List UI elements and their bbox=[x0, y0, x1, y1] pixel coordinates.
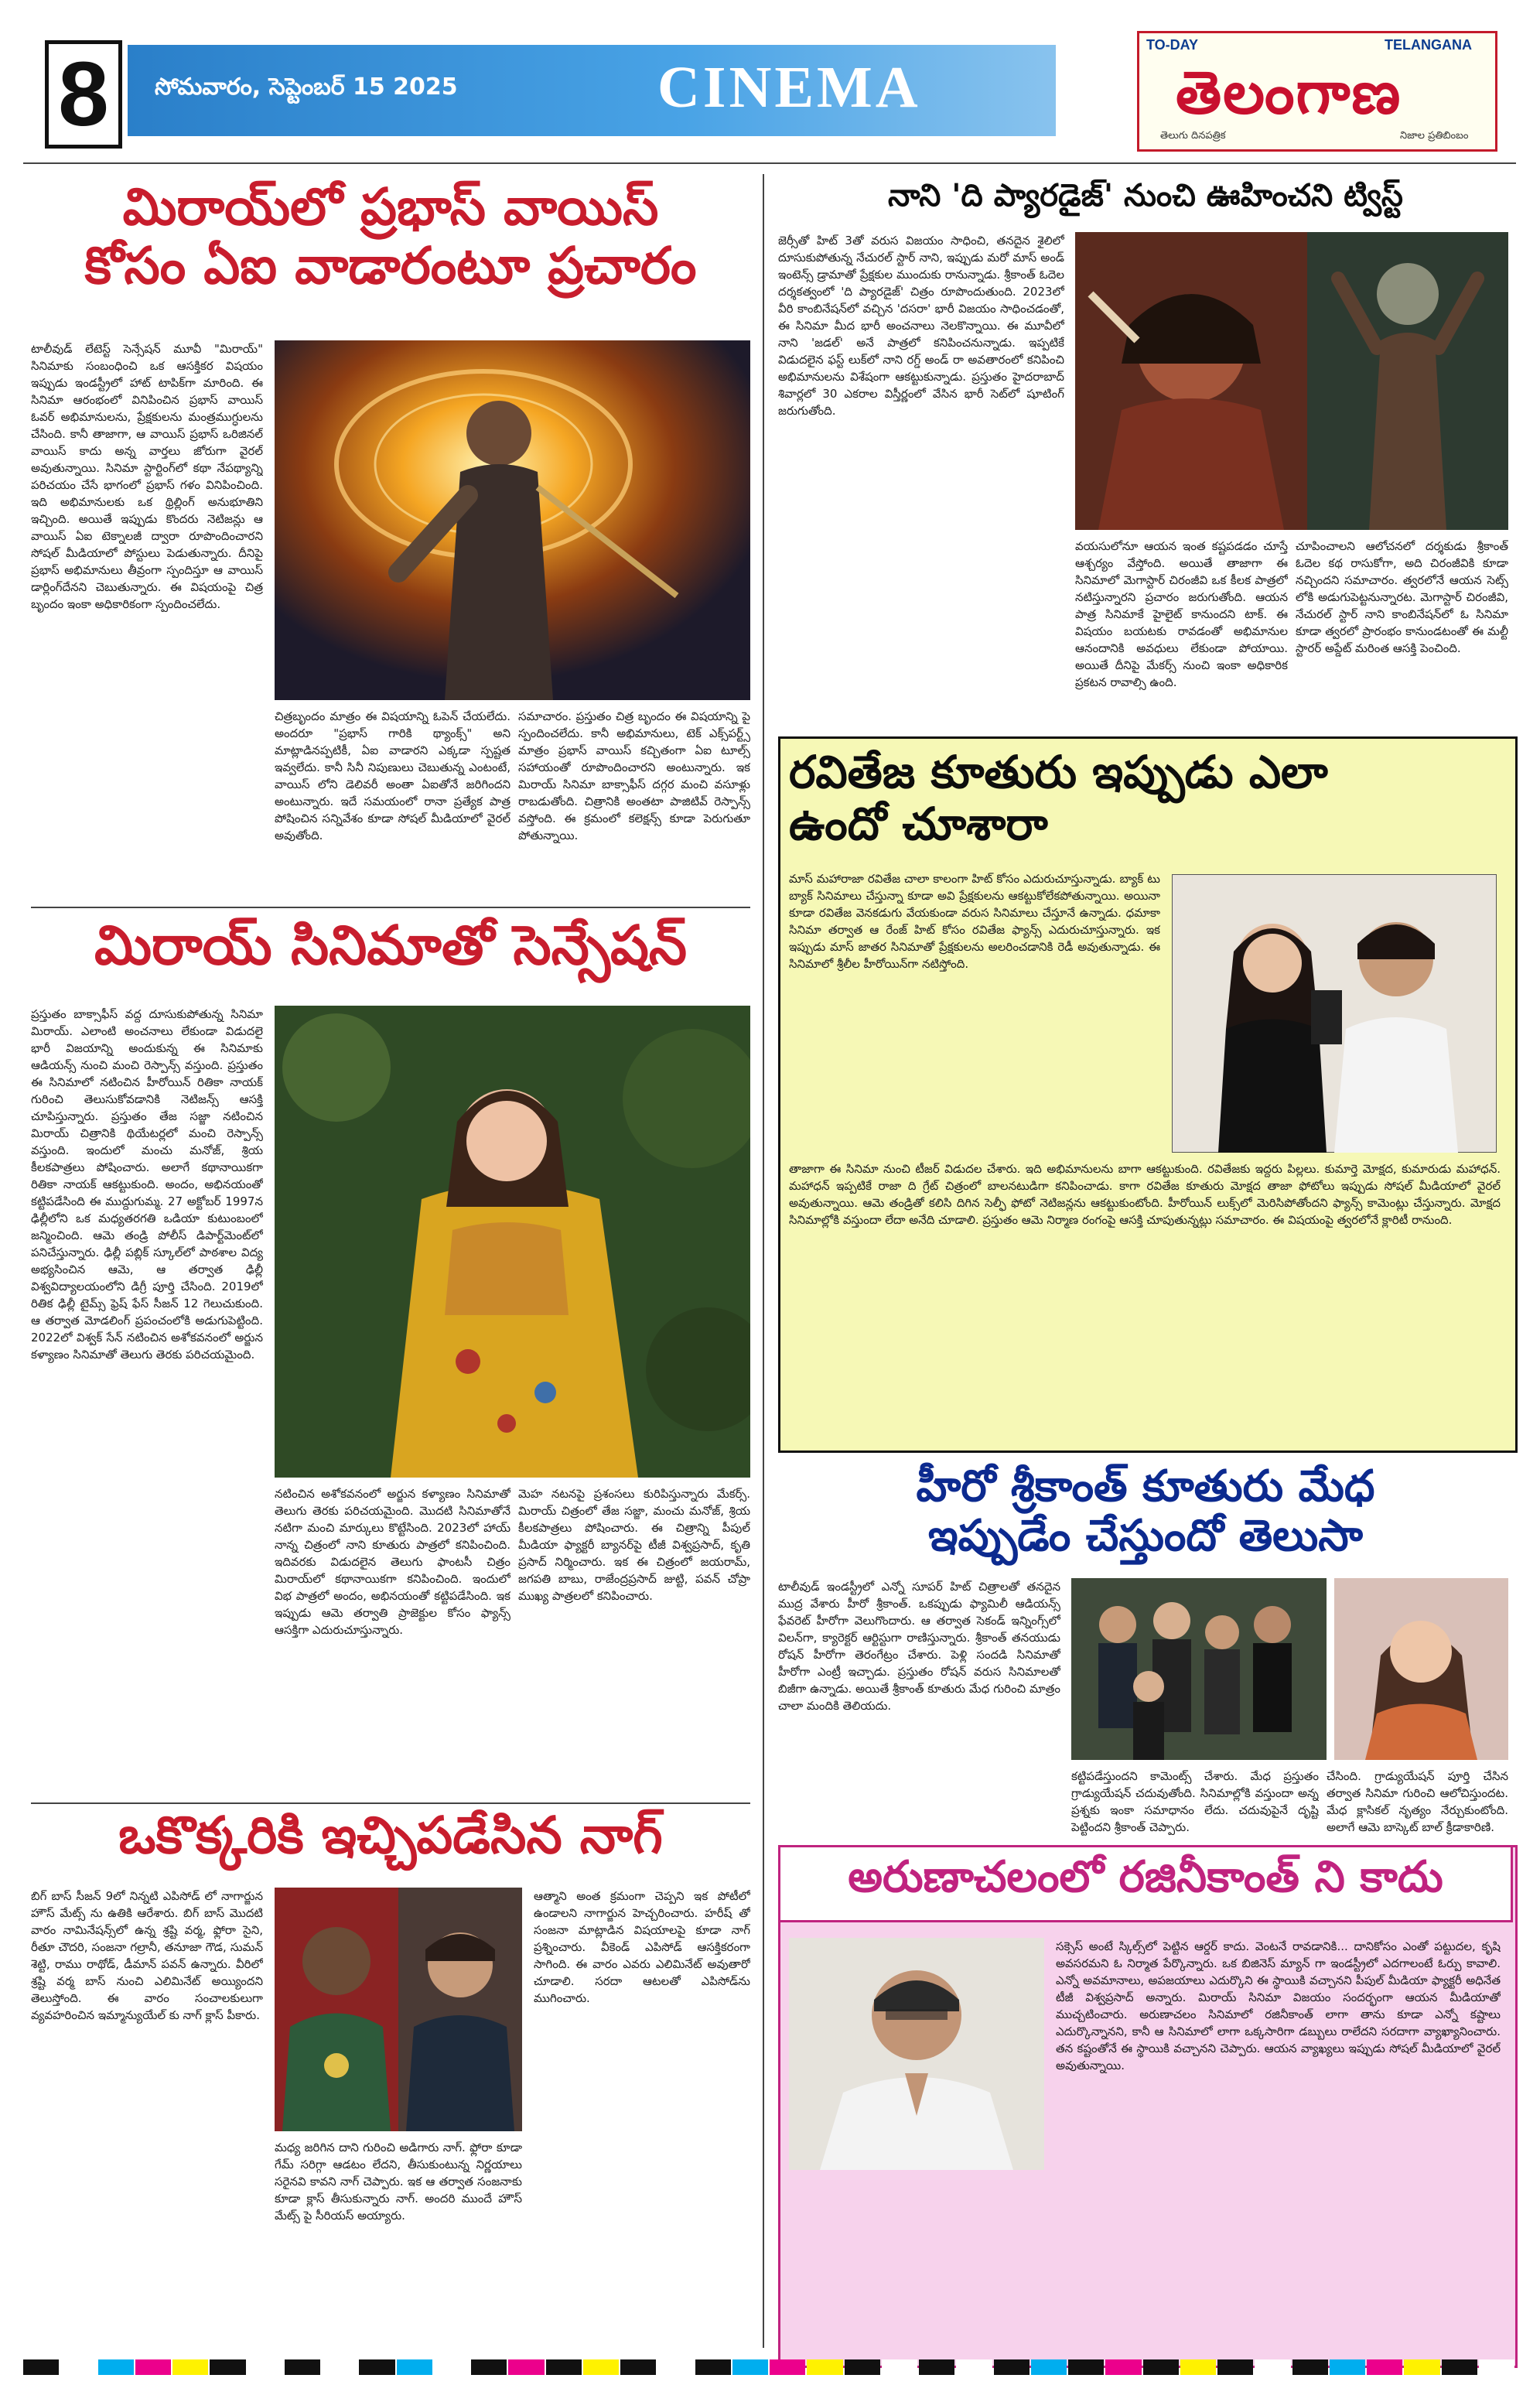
color-bar-segment bbox=[359, 2359, 394, 2375]
article-divider bbox=[31, 907, 750, 908]
article-headline: అరుణాచలంలో రజినీకాంత్ ని కాదు bbox=[848, 1852, 1443, 1902]
color-bar-segment bbox=[210, 2359, 245, 2375]
color-bar-segment bbox=[23, 2359, 59, 2375]
article-body: ఆత్మాని అంత క్రమంగా చెప్పని ఇక పోటీలో ఉండాలని నాగార్జున హెచ్చరించారు. హరీష్ తో సంజనా మాట్లాడిన విషయాలపై కూడా నాగ్ ప్రశ్నించారు. వీకెండ్ ఎపిసోడ్ ఆసక్తికరంగా సాగింది. ఈ వారం ఎవరు ఎలిమినేట్ అవుతారో చూడాలి. సరదా ఆటలతో ఎపిసోడ్‌ను ముగించారు. bbox=[534, 1889, 750, 2005]
article-headline bbox=[778, 1462, 1513, 1562]
color-bar-segment bbox=[956, 2359, 992, 2375]
color-bar-segment bbox=[1367, 2359, 1402, 2375]
column-divider bbox=[763, 174, 764, 2348]
color-bar-segment bbox=[1292, 2359, 1328, 2375]
color-bar-segment bbox=[657, 2359, 693, 2375]
page-number: 8 bbox=[45, 40, 122, 149]
article-headline bbox=[789, 747, 1501, 849]
article-headline: మిరాయ్ సినిమాతో సెన్సేషన్ bbox=[94, 914, 688, 977]
article-headline: ఒకొక్కరికి ఇచ్చిపడేసిన నాగ్ bbox=[118, 1806, 663, 1865]
color-bar-segment bbox=[471, 2359, 507, 2375]
article-body: చేసింది. గ్రాడ్యుయేషన్ పూర్తి చేసిన తర్వాత సినిమా గురించి ఆలోచిస్తుందట. మేధ క్లాసికల్ నృత్యం నేర్చుకుంటోంది. అలాగే ఆమె బాస్కెట్ బాల్ క్రీడాకారిణి. bbox=[1327, 1769, 1508, 1834]
header-date: సోమవారం, సెప్టెంబర్ 15 2025 bbox=[155, 73, 458, 101]
article-body: ప్రస్తుతం బాక్సాఫీస్ వద్ద దూసుకుపోతున్న సినిమా మిరాయ్. ఎలాంటి అంచనాలు లేకుండా విడుదలై భారీ విజయాన్ని అందుకున్న ఈ సినిమాకు ఆడియన్స్ నుంచి మంచి రెస్పాన్స్ వస్తుంది. ప్రస్తుతం ఈ సినిమాలో నటించిన హీరోయిన్ రితికా నాయక్ గురించి తెలుసుకోవడానికి నెటిజన్స్ ఆసక్తి చూపిస్తున్నారు. ప్రస్తుతం తేజ సజ్జా నటించిన మిరాయ్ చిత్రానికి థియేటర్లలో మంచి రెస్పాన్స్ వస్తుంది. ఇందులో మంచు మనోజ్, శ్రియ కీలకపాత్రలు పోషించారు. అలాగే కథానాయికగా రితికా నాయక్ ఆకట్టుకుంది. అందం, అభినయంతో కట్టిపడేసింది ఈ ముద్దుగుమ్మ. 27 అక్టోబర్ 1997న ఢిల్లీలోని ఒక మధ్యతరగతి ఒడియా కుటుంబంలో జన్మించింది. ఆమె తండ్రి పోలీస్ డిపార్ట్‌మెంట్‌లో పనిచేస్తున్నారు. ఢిల్లీ పబ్లిక్ స్కూల్‌లో పాఠశాల విద్య అభ్యసించిన ఆమె, ఆ తర్వాత ఢిల్లీ విశ్వవిద్యాలయంలోని డిగ్రీ పూర్తి చేసింది. 2019లో రితిక ఢిల్లీ టైమ్స్ ఫ్రెష్ ఫేస్ సీజన్ 12 గెలుచుకుంది. ఆ తర్వాత మోడలింగ్ ప్రపంచంలోకి అడుగుపెట్టింది. 2022లో విశ్వక్ సేన్ నటించిన అశోకవనంలో అర్జున కళ్యాణం సినిమాతో తెలుగు తెరకు పరిచయమైంది. bbox=[31, 1007, 263, 1362]
article-body: చూపించాలని ఆలోచనలో దర్శకుడు శ్రీకాంత్ ఓదెల కథ రాసుకోగా, అది చిరంజీవికి కూడా నచ్చిందని సమాచారం. త్వరలోనే ఆయన సెట్స్ లోకి అడుగుపెట్టనున్నారట. మెగాస్టార్ చిరంజీవి, నేచురల్ స్టార్ నాని కాంబినేషన్‌లో ఓ సినిమా కూడా త్వరలో ప్రారంభం కానుండటంతో ఈ మల్టీ స్టారర్ అప్డేట్ మరింత ఆసక్తి పెంచింది. bbox=[1296, 539, 1508, 655]
header-divider bbox=[23, 162, 1516, 164]
logo-today-label: TO-DAY bbox=[1146, 37, 1199, 53]
headline-line-1: హీరో శ్రీకాంత్ కూతురు మేధ bbox=[916, 1461, 1375, 1512]
color-bar-segment bbox=[508, 2359, 544, 2375]
color-bar-segment bbox=[1442, 2359, 1477, 2375]
nani-paradise-poster bbox=[1075, 232, 1508, 530]
color-bar-segment bbox=[1217, 2359, 1253, 2375]
color-bar-segment bbox=[546, 2359, 582, 2375]
article-body: బిగ్ బాస్ సీజన్ 9లో నిన్నటి ఎపిసోడ్ లో నాగార్జున హౌస్ మేట్స్ ను ఉతికి ఆరేశారు. బిగ్ బాస్ మొదటి వారం నామినేషన్స్‌లో ఉన్న శ్రష్టి వర్మ, ఫ్లోరా సైని, రీతూ చౌదరి, సంజనా గల్రానీ, తనూజా గౌడ, సుమన్ శెట్టి, రాము రాథోడ్, డీమాన్ పవన్ ఉన్నారు. వీరిలో శ్రష్టి వర్మ బాస్ నుంచి ఎలిమినేట్ అయ్యిందని తెలుస్తోంది. ఈ వారం సంచాలకులుగా వ్యవహరించిన ఇమ్మాన్యుయేల్ కు నాగ్ క్లాస్ పీకారు. bbox=[31, 1889, 263, 2022]
article-body: వయసులోనూ ఆయన ఇంత కష్టపడడం చూస్తే ఆశ్చర్యం వేస్తోంది. అయితే తాజాగా ఈ సినిమాలో మెగాస్టార్ చిరంజీవి ఒక కీలక పాత్రలో నటిస్తున్నారని ప్రచారం జరుగుతోంది. ఆయన పాత్ర సినిమాకే హైలైట్ కానుందని టాక్. ఈ విషయం బయటకు రావడంతో అభిమానుల ఆనందానికి అవధులు లేకుండా పోయాయి. అయితే దీనిపై మేకర్స్ నుంచి ఇంకా అధికారిక ప్రకటన రావాల్సి ఉంది. bbox=[1075, 539, 1288, 689]
article-body: నటించిన అశోకవనంలో అర్జున కళ్యాణం సినిమాతో తెలుగు తెరకు పరిచయమైంది. మొదటి సినిమాతోనే నటిగా మంచి మార్కులు కొట్టేసింది. 2023లో హాయ్ నాన్న చిత్రంలో నాని కూతురు పాత్రలో కనిపించింది. ఇదివరకు విడుదలైన తెలుగు ఫాంటసీ చిత్రం మిరాయ్‌లో కథానాయికగా కనిపించింది. ఇందులో విభ పాత్రలో అందం, అభినయంతో కట్టిపడేసింది. ఇక ఇప్పుడు ఆమె తర్వాతి ప్రాజెక్టుల కోసం ఫ్యాన్స్ ఆసక్తిగా ఎదురుచూస్తున్నారు. bbox=[275, 1487, 510, 1637]
color-bar-segment bbox=[322, 2359, 357, 2375]
article-body: సమాచారం. ప్రస్తుతం చిత్ర బృందం ఈ విషయాన్ని పై స్పందించలేదు. కానీ అభిమానులు, టెక్ ఎక్స్‌పర్ట్స్ మాత్రం ప్రభాస్ వాయిస్ కచ్చితంగా ఏఐ టూల్స్ సహాయంతో రూపొందించారని అంటున్నారు. ఇక మిరాయ్ సినిమా బాక్సాఫీస్ దగ్గర మంచి వసూళ్లు రాబడుతోంది. చిత్రానికి అంతటా పాజిటివ్ రెస్పాన్స్ వస్తోంది. ఈ క్రమంలో కలెక్షన్స్ కూడా పెరుగుతూ పోతున్నాయి. bbox=[518, 709, 750, 842]
color-bar-segment bbox=[919, 2359, 954, 2375]
headline-line-2: ఇప్పుడేం చేస్తుందో తెలుసా bbox=[927, 1511, 1364, 1562]
color-bar-segment bbox=[135, 2359, 171, 2375]
color-bar-segment bbox=[1143, 2359, 1179, 2375]
article-divider bbox=[31, 1802, 750, 1804]
color-bar-segment bbox=[60, 2359, 96, 2375]
article-body: టాలీవుడ్ లేటెస్ట్ సెన్సేషన్ మూవీ "మిరాయ్" సినిమాకు సంబంధించి ఒక ఆసక్తికర విషయం ఇప్పుడు ఇండస్ట్రీలో హాట్ టాపిక్‌గా మారింది. ఈ సినిమా ఆరంభంలో వినిపించిన ప్రభాస్ వాయిస్ ఓవర్ అభిమానులను, ప్రేక్షకులను మంత్రముగ్ధులను చేసింది. కానీ తాజాగా, ఆ వాయిస్ ప్రభాస్ ఒరిజినల్ వాయిస్ కాదు అన్న వార్తలు జోరుగా వైరల్ అవుతున్నాయి. సినిమా స్టార్టింగ్‌లో కథా నేపథ్యాన్ని పరిచయం చేసే భాగంలో ప్రభాస్ గళం వినిపించింది. ఇది అభిమానులకు ఒక థ్రిల్లింగ్ అనుభూతిని ఇచ్చింది. అయితే ఇప్పుడు కొందరు నెటిజన్లు ఆ వాయిస్ ఏఐ టెక్నాలజీ ద్వారా రూపొందించారని సోషల్ మీడియాలో పోస్టులు పెడుతున్నారు. దీనిపై ప్రభాస్ అభిమానులు తీవ్రంగా స్పందిస్తూ ఆ వాయిస్ డార్లింగ్‌దేనని చెబుతున్నారు. ఈ విషయంపై చిత్ర బృందం ఇంకా అధికారికంగా స్పందించలేదు. bbox=[31, 342, 263, 611]
logo-tagline-left: తెలుగు దినపత్రిక bbox=[1160, 130, 1226, 142]
srikanth-family-photo bbox=[1071, 1578, 1327, 1760]
article-body: సక్సెస్ అంటే స్కిల్స్‌లో పెట్టిన ఆర్డర్ కాదు. వెంటనే రావడానికి... దానికోసం ఎంతో పట్టుదల, కృషి అవసరమని ఓ నిర్మాత పేర్కొన్నారు. ఒక బిజినెస్ మ్యాన్ గా ఇండస్ట్రీలో ఎదగాలంటే ఓర్పు కావాలి. ఎన్నో అవమానాలు, అపజయాలు ఎదుర్కొని ఈ స్థాయికి వచ్చానని పీపుల్ మీడియా ఫ్యాక్టరీ అధినేత టీజీ విశ్వప్రసాద్ అన్నారు. మిరాయ్ సినిమా విజయం సందర్భంగా ఆయన మీడియాతో ముచ్చటించారు. అరుణాచలం సినిమాలో రజినీకాంత్ లాగా తాను కూడా ఎన్నో కష్టాలు ఎదుర్కొన్నానని, కానీ ఆ సినిమాలో లాగా ఒక్కసారిగా డబ్బులు రాలేదని సరదాగా వ్యాఖ్యానించారు. తన కష్టంతోనే ఈ స్థాయికి వచ్చానని చెప్పారు. ఆయన వ్యాఖ్యలు ఇప్పుడు సోషల్ మీడియాలో వైరల్ అవుతున్నాయి. bbox=[1056, 1939, 1501, 2072]
color-bar-segment bbox=[397, 2359, 432, 2375]
color-bar-segment bbox=[1105, 2359, 1141, 2375]
raviteja-daughter-photo bbox=[1172, 874, 1497, 1153]
color-bar-segment bbox=[1068, 2359, 1104, 2375]
headline-line-1: మిరాయ్‌లో ప్రభాస్ వాయిస్ bbox=[122, 177, 659, 237]
color-bar-segment bbox=[248, 2359, 283, 2375]
color-bar-segment bbox=[1479, 2359, 1514, 2375]
article-body: కట్టిపడేస్తుందని కామెంట్స్ చేశారు. మేధ ప్రస్తుతం గ్రాడ్యుయేషన్ చదువుతోంది. సినిమాల్లోకి వస్తుందా అన్న ప్రశ్నకు ఇంకా సమాధానం లేదు. చదువుపైనే దృష్టి పెట్టిందని శ్రీకాంత్ చెప్పారు. bbox=[1071, 1769, 1319, 1834]
rithika-nayak-photo bbox=[275, 1006, 750, 1478]
bigg-boss-photo bbox=[275, 1888, 522, 2131]
print-color-bar bbox=[23, 2359, 1516, 2375]
headline-line-1: రవితేజ కూతురు ఇప్పుడు ఎలా bbox=[789, 746, 1328, 798]
logo-wordmark: తెలంగాణ bbox=[1176, 58, 1402, 127]
color-bar-segment bbox=[845, 2359, 880, 2375]
section-title: CINEMA bbox=[657, 55, 921, 120]
color-bar-segment bbox=[620, 2359, 656, 2375]
color-bar-segment bbox=[434, 2359, 470, 2375]
color-bar-segment bbox=[1255, 2359, 1290, 2375]
article-headline: నాని 'ది ప్యారడైజ్' నుంచి ఊహించని ట్విస్ట్ bbox=[887, 178, 1403, 214]
color-bar-segment bbox=[1404, 2359, 1439, 2375]
color-bar-segment bbox=[695, 2359, 731, 2375]
color-bar-segment bbox=[285, 2359, 320, 2375]
article-body: మెహ నటనపై ప్రశంసలు కురిపిస్తున్నారు మేకర్స్. మిరాయ్ చిత్రంలో తేజ సజ్జా, మంచు మనోజ్, శ్రియ కీలకపాత్రలు పోషించారు. ఈ చిత్రాన్ని పీపుల్ మీడియా ఫ్యాక్టరీ బ్యానర్‌పై టీజీ విశ్వప్రసాద్, కృతి ప్రసాద్ నిర్మించారు. ఇక ఈ చిత్రంలో జయరామ్, జగపతి బాబు, రాజేంద్రప్రసాద్ జుట్టి, పవన్ చోప్రా ముఖ్య పాత్రలలో కనిపించారు. bbox=[518, 1487, 750, 1603]
article-body: తాజాగా ఈ సినిమా నుంచి టీజర్ విడుదల చేశారు. ఇది అభిమానులను బాగా ఆకట్టుకుంది. రవితేజకు ఇద్దరు పిల్లలు. కుమార్తె మోక్షద, కుమారుడు మహాధన్. మహాధన్ ఇప్పటికే రాజా ది గ్రేట్ చిత్రంలో బాలనటుడిగా కనిపించాడు. కాగా రవితేజ కూతురు మోక్షద తాజా ఫోటోలు ఇప్పుడు సోషల్ మీడియాలో వైరల్ అవుతున్నాయి. ఆమె తండ్రితో కలిసి దిగిన సెల్ఫీ ఫోటో నెటిజన్లను ఆకట్టుకుంటోంది. హీరోయిన్ లుక్స్‌లో మెరిసిపోతోందని ఫ్యాన్స్ కామెంట్లు చేస్తున్నారు. మోక్షద సినిమాల్లోకి వస్తుందా లేదా అనేది చూడాలి. ప్రస్తుతం ఆమె నిర్మాణ రంగంపై ఆసక్తి చూపుతున్నట్లు సమాచారం. ఈ విషయంపై త్వరలోనే క్లారిటీ రానుంది. bbox=[789, 1162, 1501, 1227]
article-body: టాలీవుడ్ ఇండస్ట్రీలో ఎన్నో సూపర్ హిట్ చిత్రాలతో తనదైన ముద్ర వేశారు హీరో శ్రీకాంత్. ఒకప్పుడు ఫ్యామిలీ ఆడియన్స్ ఫేవరెట్ హీరోగా వెలుగొందారు. ఆ తర్వాత సెకండ్ ఇన్నింగ్స్‌లో విలన్‌గా, క్యారెక్టర్ ఆర్టిస్టుగా రాణిస్తున్నారు. శ్రీకాంత్ తనయుడు రోషన్ హీరోగా తెరంగేట్రం చేశారు. పెళ్లి సందడి సినిమాతో హీరోగా ఎంట్రీ ఇచ్చాడు. ప్రస్తుతం రోషన్ వరుస సినిమాలతో బిజీగా ఉన్నాడు. అయితే శ్రీకాంత్ కూతురు మేధ గురించి మాత్రం చాలా మందికి తెలియదు. bbox=[778, 1580, 1060, 1713]
color-bar-segment bbox=[98, 2359, 134, 2375]
color-bar-segment bbox=[994, 2359, 1030, 2375]
teja-sajja-photo bbox=[275, 340, 750, 700]
color-bar-segment bbox=[770, 2359, 805, 2375]
color-bar-segment bbox=[1330, 2359, 1365, 2375]
headline-line-2: కోసం ఏఐ వాడారంటూ ప్రచారం bbox=[84, 235, 697, 296]
color-bar-segment bbox=[882, 2359, 917, 2375]
article-body: జెర్సీతో హిట్ 3తో వరుస విజయం సాధించి, తనదైన శైలిలో దూసుకుపోతున్న నేచురల్ స్టార్ నాని, ఇప్పుడు మరో మాస్ అండ్ ఇంటెన్స్ డ్రామాతో ప్రేక్షకుల ముందుకు రానున్నాడు. శ్రీకాంత్ ఓదెల దర్శకత్వంలో 'ది ప్యారడైజ్' చిత్రం రూపొందుతుంది. 2023లో వీరి కాంబినేషన్‌లో వచ్చిన 'దసరా' భారీ విజయం సాధించడంతో, ఈ సినిమా మీద భారీ అంచనాలు నెలకొన్నాయి. ఈ మూవీలో నాని 'జడల్' అనే పాత్రలో కనిపించనున్నాడు. ఇప్పటికే విడుదలైన ఫస్ట్ లుక్‌లో నాని రగ్డ్ అండ్ రా అవతారంలో కనిపించి అభిమానులను విశేషంగా ఆకట్టుకున్నాడు. ప్రస్తుతం హైదరాబాద్ శివార్లలో 30 ఎకరాల విస్తీర్ణంలో వేసిన భారీ సెట్‌లో షూటింగ్ జరుగుతోంది. bbox=[778, 234, 1064, 418]
tg-vishwaprasad-photo bbox=[789, 1938, 1044, 2170]
article-headline bbox=[31, 178, 750, 296]
color-bar-segment bbox=[583, 2359, 619, 2375]
color-bar-segment bbox=[807, 2359, 842, 2375]
article-body: మాస్ మహారాజా రవితేజ చాలా కాలంగా హిట్ కోసం ఎదురుచూస్తున్నాడు. బ్యాక్ టు బ్యాక్ సినిమాలు చేస్తున్నా కూడా అవి ప్రేక్షకులను ఆకట్టుకోలేకపోతున్నాయి. అయినా కూడా రవితేజ వెనకడుగు వేయకుండా వరుస సినిమాలు చేస్తూనే ఉన్నాడు. ధమాకా సినిమా తర్వాత ఆ రేంజ్ హిట్ కోసం రవితేజ ఫ్యాన్స్ ఎదురుచూస్తున్నారు. ఇక ఇప్పుడు మాస్ జాతర సినిమాతో ప్రేక్షకులను అలరించడానికి రెడీ అవుతున్నాడు. ఈ సినిమాలో శ్రీలీల హీరోయిన్‌గా నటిస్తోంది. bbox=[789, 872, 1160, 971]
article-body: మధ్య జరిగిన దాని గురించి అడిగారు నాగ్. ఫ్లోరా కూడా గేమ్ సరిగ్గా ఆడటం లేదని, తీసుకుంటున్న నిర్ణయాలు సరైనవి కావని నాగ్ చెప్పారు. ఇక ఆ తర్వాత సంజనాకు కూడా క్లాస్ తీసుకున్నారు నాగ్. అందరి ముందే హౌస్ మేట్స్ పై సీరియస్ అయ్యారు. bbox=[275, 2141, 522, 2223]
article-body: చిత్రబృందం మాత్రం ఈ విషయాన్ని ఓపెన్ చేయలేదు. అందరూ "ప్రభాస్ గారికి థ్యాంక్స్" అని మాట్లాడినప్పటికీ, ఏఐ వాడారని ఎక్కడా స్పష్టత ఇవ్వలేదు. కానీ సినీ నిపుణులు చెబుతున్న ఎంటంటే, వాయిస్ లోని డెలివరీ అంతా ఏఐతోనే జరిగిందని అంటున్నారు. ఇదే సమయంలో రానా ప్రత్యేక పాత్ర పోషించిన సన్నివేశం కూడా సోషల్ మీడియాలో వైరల్ అవుతోంది. bbox=[275, 709, 510, 842]
logo-telangana-label: TELANGANA bbox=[1385, 37, 1472, 53]
color-bar-segment bbox=[1180, 2359, 1216, 2375]
color-bar-segment bbox=[732, 2359, 768, 2375]
color-bar-segment bbox=[1031, 2359, 1067, 2375]
color-bar-segment bbox=[172, 2359, 208, 2375]
medha-photo bbox=[1334, 1578, 1508, 1760]
headline-line-2: ఉందో చూశారా bbox=[789, 797, 1048, 850]
logo-tagline-right: నిజాల ప్రతిబింబం bbox=[1400, 130, 1469, 142]
